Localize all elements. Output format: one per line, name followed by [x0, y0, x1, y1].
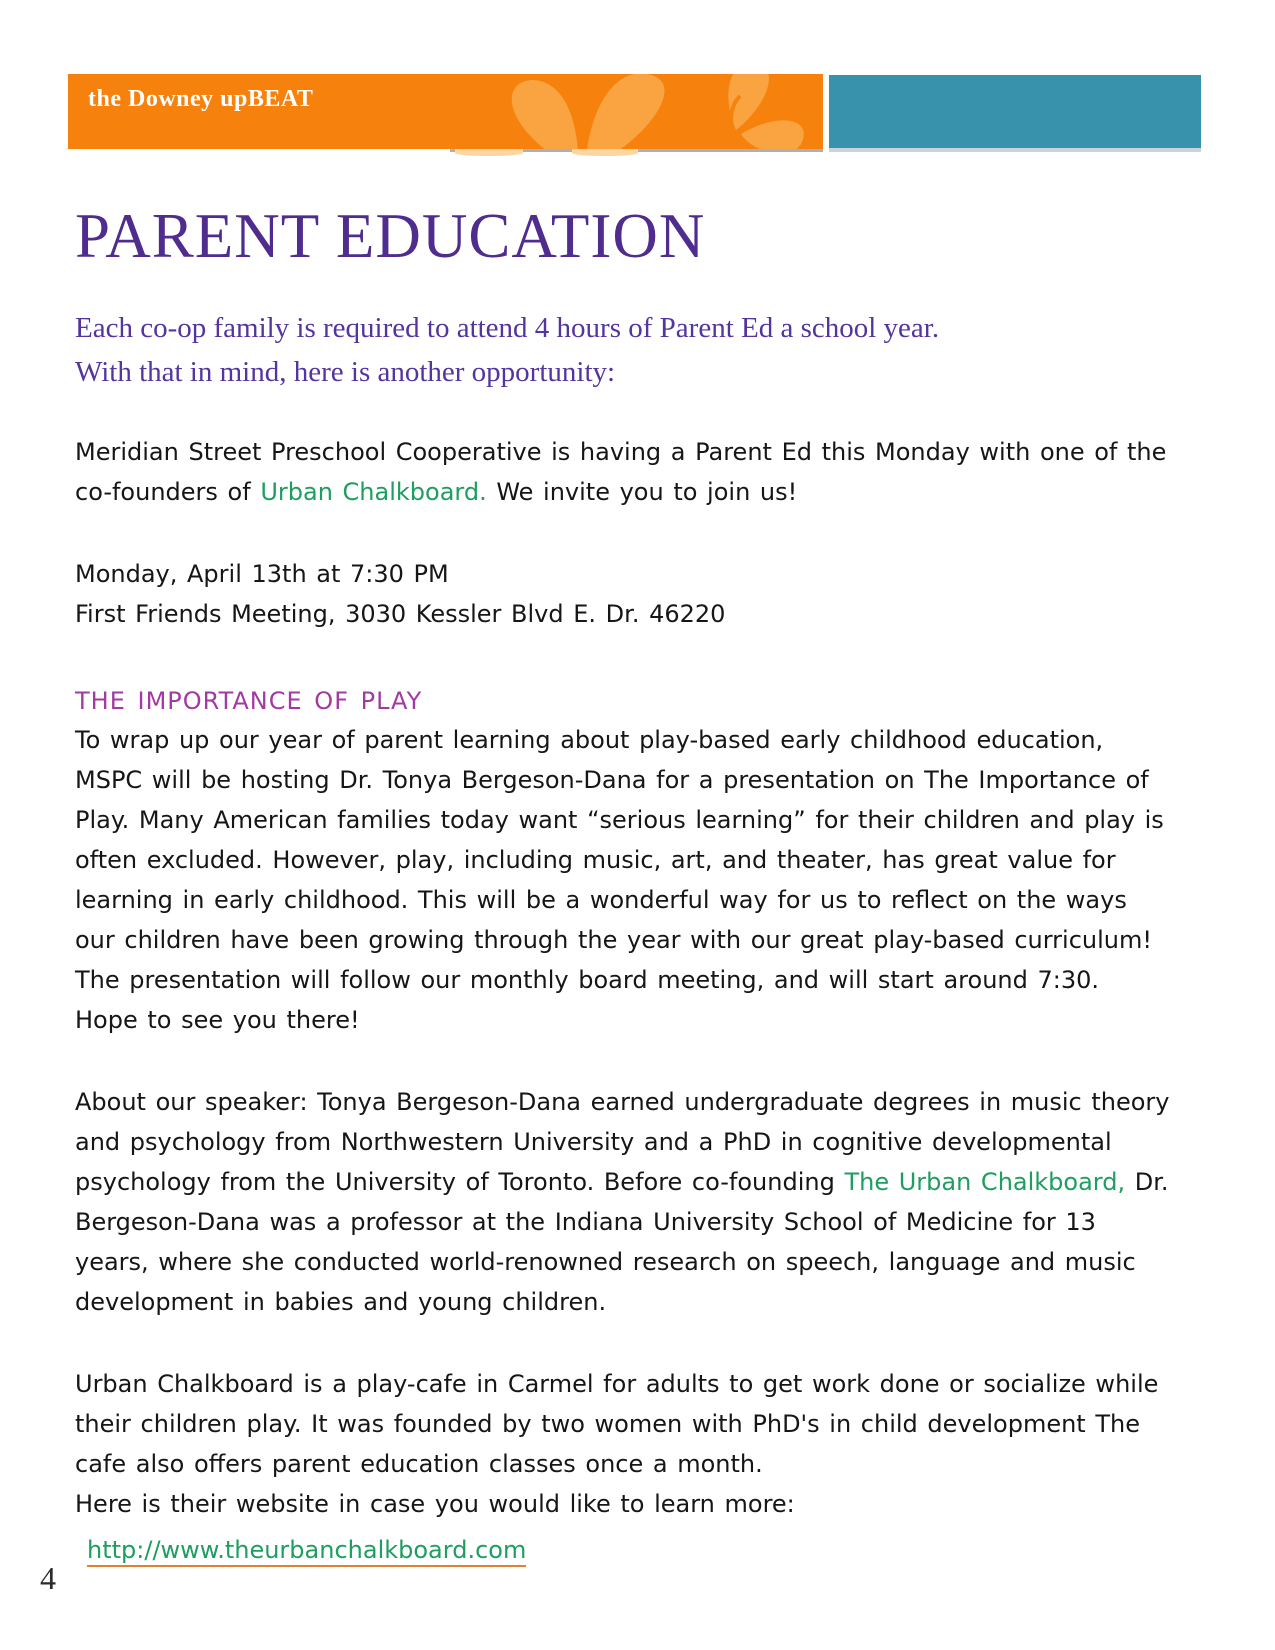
speaker-paragraph — [75, 1082, 1170, 1322]
event-details — [75, 554, 1170, 634]
intro-line-2: With that in mind, here is another opportunity: — [75, 355, 616, 388]
speaker-text-post: Dr. Bergeson-Dana was a professor at the Indiana University School of Medicine for 13 years, where she conducted world-renowned research on speech, language and music development in babies and young children. — [75, 1167, 1169, 1316]
intro-line-1: Each co-op family is required to attend 4 hours of Parent Ed a school year. — [75, 311, 940, 344]
intro-paragraph — [75, 306, 1170, 394]
website-prompt: Here is their website in case you would like to learn more: — [75, 1489, 795, 1518]
invite-paragraph — [75, 432, 1170, 512]
butterfly-icon — [448, 74, 823, 149]
cafe-description: Urban Chalkboard is a play-cafe in Carmel for adults to get work done or socialize while their children play. It was founded by two women with PhD's in child development The cafe also offers parent education classes once a month. — [75, 1369, 1159, 1478]
masthead-title: the Downey upBEAT — [88, 86, 314, 112]
cafe-paragraph — [75, 1364, 1170, 1524]
section-heading: THE IMPORTANCE OF PLAY — [75, 686, 423, 715]
page-number: 4 — [40, 1560, 56, 1596]
website-line — [87, 1530, 1170, 1570]
urban-chalkboard-link[interactable]: Urban Chalkboard. — [260, 477, 487, 506]
website-url-link[interactable]: http://www.theurbanchalkboard.com — [87, 1536, 526, 1567]
article-content — [0, 149, 1275, 1570]
invite-text-pre: Meridian Street Preschool Cooperative is having a Parent Ed this Monday with one of the co-founders of — [75, 437, 1167, 506]
masthead-bar — [68, 74, 823, 149]
page-title: PARENT EDUCATION — [75, 201, 706, 271]
speaker-text-pre: About our speaker: Tonya Bergeson-Dana earned undergraduate degrees in music theory and psychology from Northwestern University and a PhD in cognitive developmental psychology from the University of Toronto. Before co-founding — [75, 1087, 1170, 1196]
importance-paragraph: To wrap up our year of parent learning about play-based early childhood education, MSPC will be hosting Dr. Tonya Bergeson-Dana for a presentation on The Importance of Play. Many American families today want “serious learning” for their children and play is often excluded. However, play, including music, art, and theater, has great value for learning in early childhood. This will be a wonderful way for us to reflect on the ways our children have been growing through the year with our great play-based curriculum! The presentation will follow our monthly board meeting, and will start around 7:30. Hope to see you there! — [75, 725, 1164, 1034]
invite-text-post: We invite you to join us! — [486, 477, 798, 506]
the-urban-chalkboard-link[interactable]: The Urban Chalkboard, — [844, 1167, 1126, 1196]
event-location: First Friends Meeting, 3030 Kessler Blvd E. Dr. 46220 — [75, 599, 726, 628]
teal-accent-block — [829, 75, 1201, 148]
event-datetime: Monday, April 13th at 7:30 PM — [75, 559, 449, 588]
